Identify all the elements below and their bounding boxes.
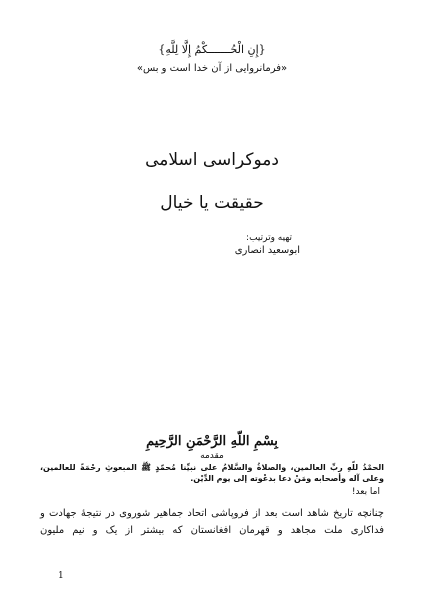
bismillah: بِسْمِ اللّهِ الرَّحْمَنِ الرَّحِيمِ xyxy=(146,434,278,449)
introduction-heading: مقدمه xyxy=(200,451,224,461)
author-name: ابوسعید انصاری xyxy=(234,245,300,256)
quran-verse: {إِنِ الْحُـــــــكْمُ إِلَّا لِلَّهِ} xyxy=(158,43,266,56)
credits-label: تهیه وترتیب: xyxy=(246,233,292,243)
document-subtitle: حقیقت یا خیال xyxy=(160,193,264,213)
doxology-paragraph: الحمْدُ للّهِ ربِّ العالمين، والصلاةُ والسَّلامُ على نبيِّنا مُحمّدٍ ﷺ المبعوثِ رحْمَةً للعالمين، وعلى آله وأصحابه ومَنْ دعا بدعْوته إلى يوم الدِّيْن. xyxy=(40,463,384,483)
body-paragraph: چنانچه تاریخ شاهد است بعد از فروپاشی اتحاد جماهیر شوروی در نتیجۀ جهادت و فداکاری ملت مجاهد و قهرمان افغانستان که بیشتر از یک و نیم ملیون xyxy=(40,508,384,536)
verse-translation: «فرمانروایی از آن خدا است و بس» xyxy=(136,63,288,74)
amma-bad-line: اما بعد! xyxy=(351,487,380,497)
document-title: دموکراسی اسلامی xyxy=(145,150,279,170)
page-number: 1 xyxy=(58,571,64,581)
